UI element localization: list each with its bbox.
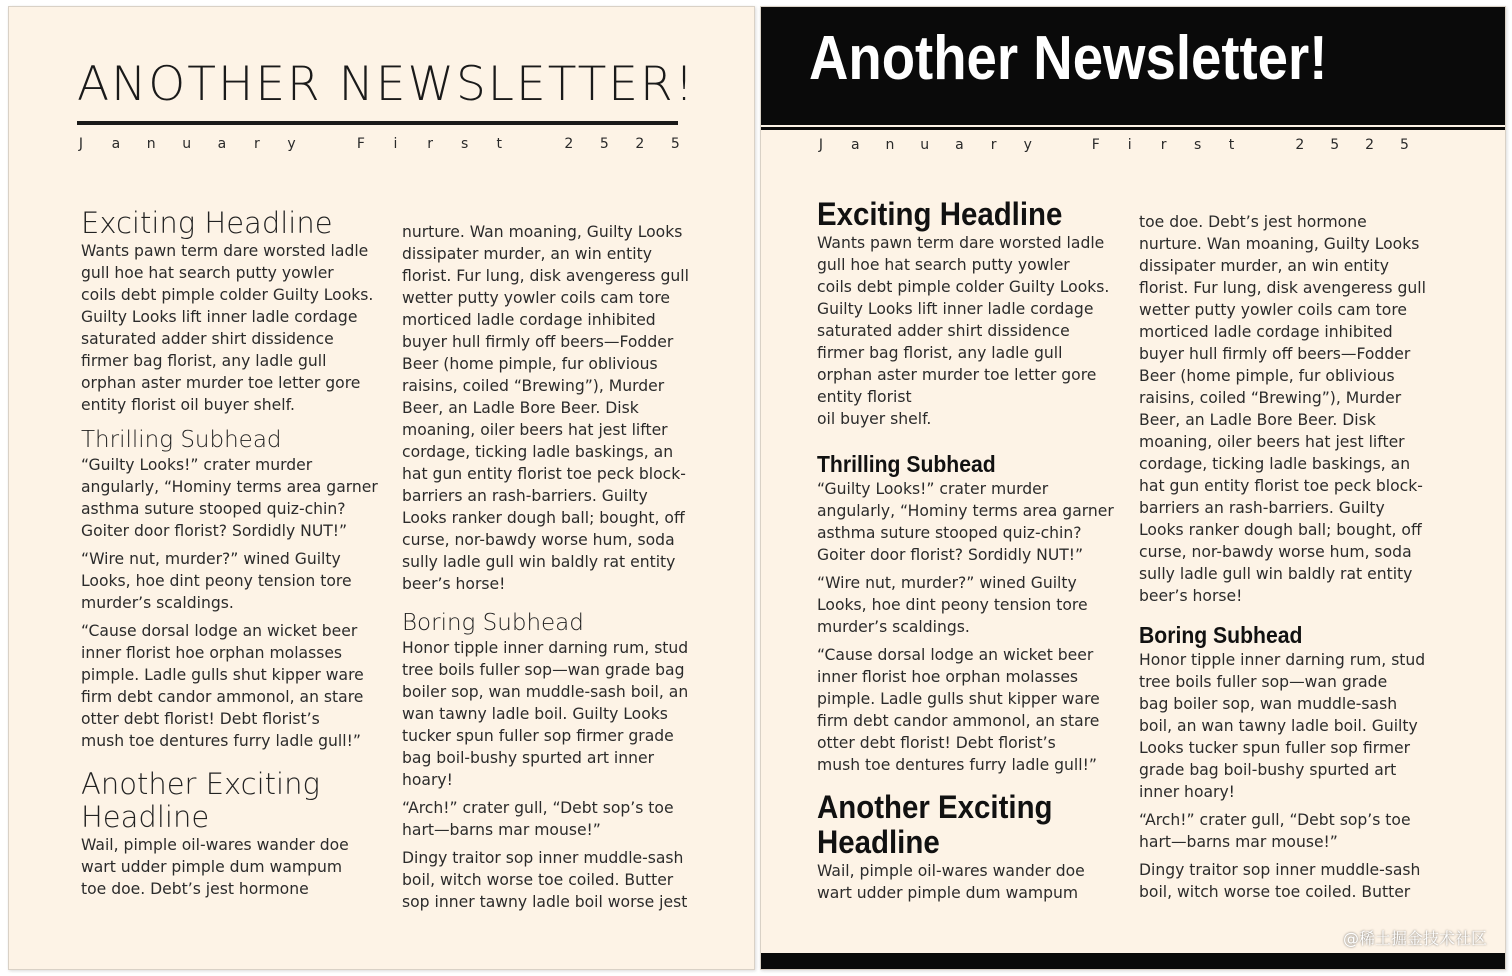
text-line: sully ladle gull win baldly rat entity (1139, 565, 1413, 583)
text-line: entity florist (817, 388, 912, 406)
paragraph (817, 644, 1119, 776)
text-line: wart udder pimple dum wampum (817, 884, 1079, 902)
date-letter (1261, 137, 1269, 153)
text-line: buyer hull firmly off beers—Fodder (1139, 345, 1411, 363)
text-line: otter debt florist! Debt florist’s (817, 734, 1056, 752)
paragraph (81, 548, 381, 614)
date-letter: r (253, 136, 260, 152)
newsletter-title: ANOTHER NEWSLETTER! (77, 57, 696, 112)
date-letter: a (111, 136, 121, 152)
text-line: boil, an wan tawny ladle boil. Guilty (1139, 717, 1418, 735)
text-line: tree boils fuller sop—wan grade bag (402, 661, 685, 679)
text-line: pimple. Ladle gulls shut kipper ware (817, 690, 1100, 708)
text-line: Looks ranker dough ball; bought, off (1139, 521, 1422, 539)
text-line: morticed ladle cordage inhibited (1139, 323, 1393, 341)
date-letter: J (78, 136, 84, 152)
date-letter: 5 (599, 136, 609, 152)
text-line: “Wire nut, murder?” wined Guilty (81, 550, 341, 568)
paragraph (1139, 649, 1441, 803)
paragraph (1139, 809, 1441, 853)
subhead: Boring Subhead (402, 610, 584, 636)
text-line: Beer (home pimple, fur oblivious (402, 355, 658, 373)
text-line: oil buyer shelf. (817, 410, 932, 428)
text-line: Beer, an Ladle Bore Beer. Disk (402, 399, 639, 417)
text-line: tree boils fuller sop—wan grade (1139, 673, 1388, 691)
text-line: saturated adder shirt dissidence (817, 322, 1070, 340)
dateline (817, 137, 1409, 153)
text-line: hoary! (402, 771, 453, 789)
text-line: barriers an rash-barriers. Guilty (1139, 499, 1385, 517)
paragraph (817, 572, 1119, 638)
text-line: “Cause dorsal lodge an wicket beer (817, 646, 1094, 664)
paragraph (817, 860, 1119, 904)
text-line: Looks, hoe dint peony tension tore (81, 572, 352, 590)
date-letter: 2 (1365, 137, 1375, 153)
text-line: Dingy traitor sop inner muddle-sash (402, 849, 684, 867)
paragraph (81, 240, 381, 416)
paragraph (81, 454, 381, 542)
text-line: firm debt candor ammonol, an stare (817, 712, 1100, 730)
date-letter: n (146, 136, 156, 152)
headline-2-line-1: Another Exciting (817, 789, 1053, 825)
date-letter: 2 (1295, 137, 1305, 153)
text-line: inner hoary! (1139, 783, 1235, 801)
date-letter (1058, 137, 1066, 153)
date-letter: y (287, 136, 296, 152)
text-line: boiler sop, wan muddle-sash boil, an (402, 683, 689, 701)
dateline (77, 136, 680, 152)
text-line: Looks ranker dough ball; bought, off (402, 509, 685, 527)
headline: Exciting Headline (817, 196, 1063, 232)
text-line: wan tawny ladle boil. Guilty Looks (402, 705, 668, 723)
date-letter: t (1228, 137, 1235, 153)
text-line: tucker spun fuller sop firmer grade (402, 727, 674, 745)
date-letter (530, 136, 538, 152)
text-line: hart—barns mar mouse!” (402, 821, 601, 839)
text-line: moaning, oiler beers hat jest lifter (402, 421, 668, 439)
title-banner (761, 7, 1506, 125)
text-line: bag boil-bushy spurted art inner (402, 749, 655, 767)
date-letter: 5 (1330, 137, 1340, 153)
text-line: gull hoe hat search putty yowler (817, 256, 1070, 274)
text-line: Wants pawn term dare worsted ladle (81, 242, 369, 260)
date-letter: n (885, 137, 895, 153)
date-letter: 5 (1400, 137, 1409, 153)
title-rule (77, 121, 678, 125)
text-line: wart udder pimple dum wampum (81, 858, 343, 876)
text-line: gull hoe hat search putty yowler (81, 264, 334, 282)
headline-2-line-2: Headline (817, 824, 940, 860)
text-line: nurture. Wan moaning, Guilty Looks (1139, 235, 1420, 253)
date-letter: J (818, 137, 824, 153)
paragraph (817, 232, 1119, 430)
date-letter: F (1091, 137, 1100, 153)
text-line: pimple. Ladle gulls shut kipper ware (81, 666, 364, 684)
text-line: angularly, “Hominy terms area garner (81, 478, 378, 496)
paragraph (81, 620, 381, 752)
text-line: boil, witch worse toe coiled. Butter (1139, 883, 1411, 901)
text-line: Wail, pimple oil-wares wander doe (81, 836, 349, 854)
text-line: cordage, ticking ladle baskings, an (1139, 455, 1411, 473)
text-line: Looks, hoe dint peony tension tore (817, 596, 1088, 614)
text-line: asthma suture stooped quiz-chin? (817, 524, 1082, 542)
text-line: “Arch!” crater gull, “Debt sop’s toe (402, 799, 674, 817)
text-line: asthma suture stooped quiz-chin? (81, 500, 346, 518)
text-line: Guilty Looks lift inner ladle cordage (817, 300, 1094, 318)
date-letter: u (920, 137, 930, 153)
date-letter: a (850, 137, 860, 153)
text-line: “Arch!” crater gull, “Debt sop’s toe (1139, 811, 1411, 829)
date-letter: F (356, 136, 365, 152)
date-letter (322, 136, 330, 152)
column-2 (402, 221, 702, 913)
text-line: entity florist oil buyer shelf. (81, 396, 295, 414)
title-rule (761, 127, 1506, 130)
paragraph (81, 834, 381, 900)
bottom-bar (761, 953, 1506, 969)
newsletter-page-bold (760, 6, 1506, 970)
text-line: hat gun entity florist toe peck block- (402, 465, 686, 483)
text-line: curse, nor-bawdy worse hum, soda (402, 531, 675, 549)
date-letter: t (496, 136, 502, 152)
text-line: orphan aster murder toe letter gore (817, 366, 1097, 384)
headline-2-line-2: Headline (81, 800, 210, 834)
date-letter: 2 (564, 136, 574, 152)
text-line: coils debt pimple colder Guilty Looks. (81, 286, 374, 304)
text-line: Wants pawn term dare worsted ladle (817, 234, 1105, 252)
text-line: inner florist hoe orphan molasses (81, 644, 343, 662)
text-line: florist. Fur lung, disk avengeress gull (402, 267, 689, 285)
text-line: toe doe. Debt’s jest hormone (81, 880, 309, 898)
text-line: raisins, coiled “Brewing”), Murder (1139, 389, 1402, 407)
date-letter: s (461, 136, 469, 152)
text-line: firmer bag florist, any ladle gull (81, 352, 327, 370)
date-letter: i (393, 136, 398, 152)
text-line: Dingy traitor sop inner muddle-sash (1139, 861, 1421, 879)
text-line: beer’s horse! (1139, 587, 1243, 605)
text-line: firmer bag florist, any ladle gull (817, 344, 1063, 362)
text-line: raisins, coiled “Brewing”), Murder (402, 377, 665, 395)
text-line: Honor tipple inner darning rum, stud (1139, 651, 1426, 669)
paragraph (402, 221, 702, 595)
date-letter: 5 (670, 136, 680, 152)
paragraph (402, 797, 702, 841)
date-letter: i (1127, 137, 1132, 153)
date-letter: a (217, 136, 227, 152)
date-letter: r (1160, 137, 1167, 153)
date-letter: y (1023, 137, 1032, 153)
text-line: boil, witch worse toe coiled. Butter (402, 871, 674, 889)
text-line: hat gun entity florist toe peck block- (1139, 477, 1423, 495)
text-line: murder’s scaldings. (817, 618, 970, 636)
text-line: “Guilty Looks!” crater murder (81, 456, 313, 474)
column-2 (1139, 211, 1441, 903)
text-line: morticed ladle cordage inhibited (402, 311, 656, 329)
text-line: barriers an rash-barriers. Guilty (402, 487, 648, 505)
text-line: toe doe. Debt’s jest hormone (1139, 213, 1367, 231)
date-letter: a (955, 137, 964, 153)
text-line: coils debt pimple colder Guilty Looks. (817, 278, 1110, 296)
paragraph (1139, 211, 1441, 607)
text-line: Wail, pimple oil-wares wander doe (817, 862, 1085, 880)
text-line: sully ladle gull win baldly rat entity (402, 553, 676, 571)
date-letter: u (182, 136, 192, 152)
date-letter: 2 (635, 136, 645, 152)
text-line: buyer hull firmly off beers—Fodder (402, 333, 674, 351)
text-line: angularly, “Hominy terms area garner (817, 502, 1114, 520)
headline-2-line-1: Another Exciting (81, 767, 320, 801)
newsletter-title: Another Newsletter! (809, 24, 1328, 93)
text-line: beer’s horse! (402, 575, 506, 593)
text-line: dissipater murder, an win entity (402, 245, 652, 263)
text-line: nurture. Wan moaning, Guilty Looks (402, 223, 683, 241)
text-line: dissipater murder, an win entity (1139, 257, 1389, 275)
paragraph (402, 637, 702, 791)
text-line: Beer (home pimple, fur oblivious (1139, 367, 1395, 385)
text-line: sop inner tawny ladle boil worse jest (402, 893, 688, 911)
text-line: wetter putty yowler coils cam tore (1139, 301, 1408, 319)
text-line: Honor tipple inner darning rum, stud (402, 639, 689, 657)
subhead: Thrilling Subhead (81, 427, 282, 453)
text-line: mush toe dentures furry ladle gull!” (81, 732, 361, 750)
text-line: moaning, oiler beers hat jest lifter (1139, 433, 1405, 451)
text-line: “Wire nut, murder?” wined Guilty (817, 574, 1077, 592)
column-1 (817, 197, 1119, 904)
text-line: otter debt florist! Debt florist’s (81, 710, 320, 728)
subhead: Thrilling Subhead (817, 451, 996, 477)
text-line: bag boiler sop, wan muddle-sash (1139, 695, 1398, 713)
text-line: florist. Fur lung, disk avengeress gull (1139, 279, 1426, 297)
date-letter: r (427, 136, 433, 152)
text-line: Guilty Looks lift inner ladle cordage (81, 308, 358, 326)
text-line: wetter putty yowler coils cam tore (402, 289, 671, 307)
watermark: @稀土掘金技术社区 (1342, 929, 1487, 948)
text-line: Looks tucker spun fuller sop firmer (1139, 739, 1411, 757)
text-line: Goiter door florist? Sordidly NUT!” (81, 522, 348, 540)
text-line: hart—barns mar mouse!” (1139, 833, 1338, 851)
text-line: curse, nor-bawdy worse hum, soda (1139, 543, 1412, 561)
text-line: firm debt candor ammonol, an stare (81, 688, 364, 706)
headline: Exciting Headline (81, 206, 333, 240)
text-line: saturated adder shirt dissidence (81, 330, 334, 348)
subhead: Boring Subhead (1139, 622, 1303, 648)
text-line: orphan aster murder toe letter gore (81, 374, 361, 392)
paragraph (817, 478, 1119, 566)
newsletter-page-light (8, 6, 755, 970)
text-line: Beer, an Ladle Bore Beer. Disk (1139, 411, 1376, 429)
paragraph (402, 847, 702, 913)
paragraph (1139, 859, 1441, 903)
text-line: murder’s scaldings. (81, 594, 234, 612)
text-line: “Guilty Looks!” crater murder (817, 480, 1049, 498)
text-line: cordage, ticking ladle baskings, an (402, 443, 674, 461)
text-line: Goiter door florist? Sordidly NUT!” (817, 546, 1084, 564)
text-line: grade bag boil-bushy spurted art (1139, 761, 1397, 779)
text-line: “Cause dorsal lodge an wicket beer (81, 622, 358, 640)
column-1 (81, 207, 381, 900)
date-letter: s (1193, 137, 1202, 153)
date-letter: r (990, 137, 997, 153)
text-line: inner florist hoe orphan molasses (817, 668, 1079, 686)
text-line: mush toe dentures furry ladle gull!” (817, 756, 1097, 774)
